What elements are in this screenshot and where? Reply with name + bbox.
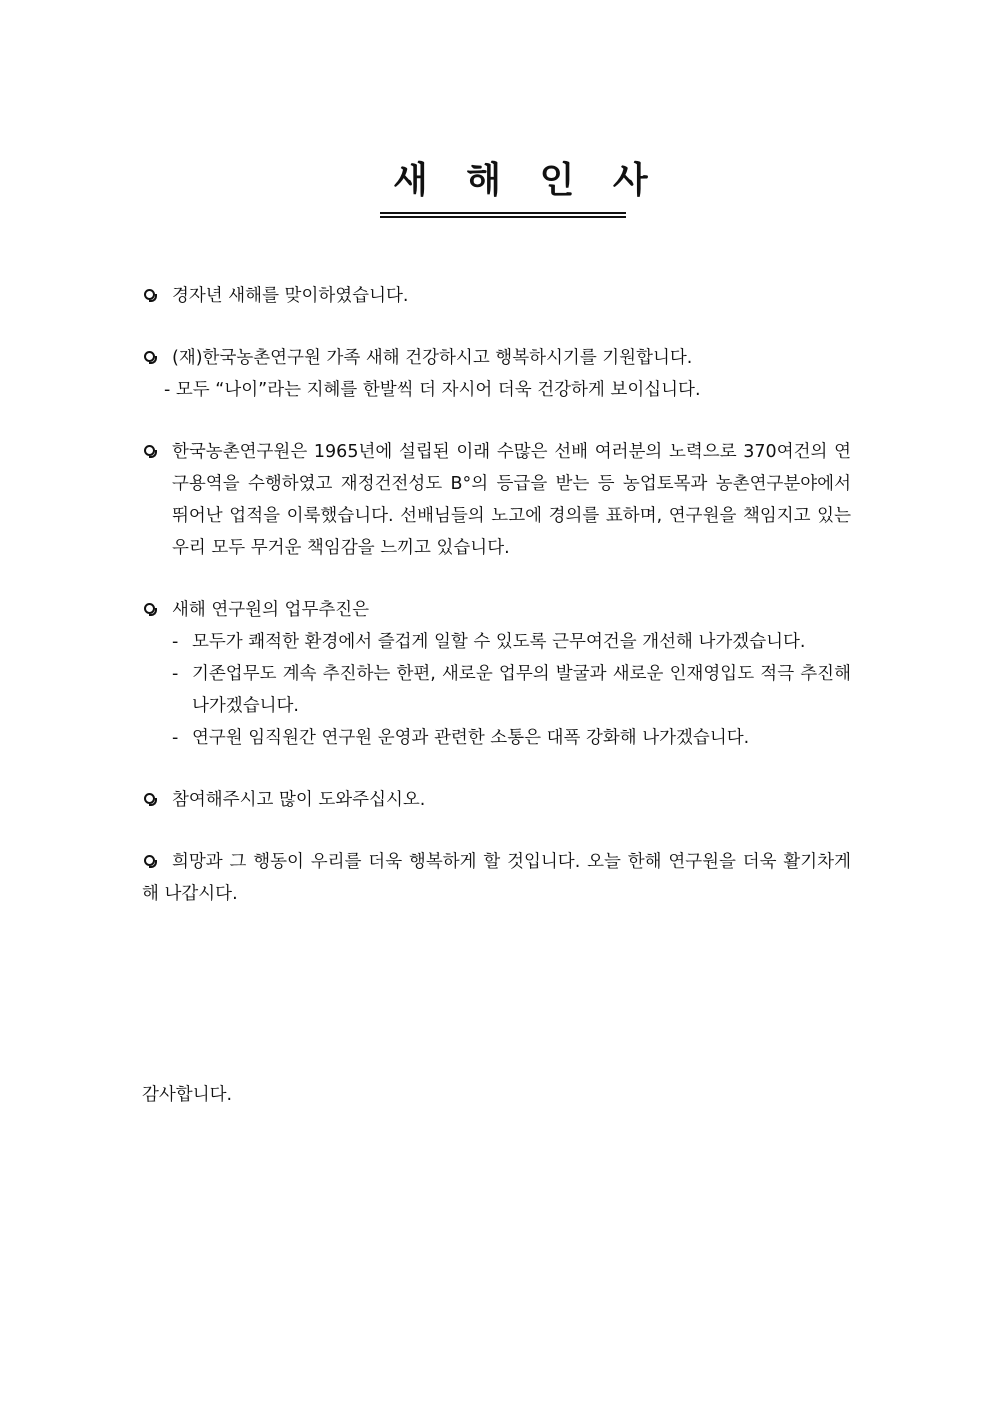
dash-marker: - bbox=[172, 728, 179, 748]
item-text: 한국농촌연구원은 1965년에 설립된 이래 수많은 선배 여러분의 노력으로 370여건의 연구용역을 수행하였고 재정건전성도 B°의 등급을 받는 등 농업토목과 농촌연구분야에서 뛰어난 업적을 이룩했습니다. 선배님들의 노고에 경의를 표하며, 연구원을 책임지고 있는 우리 모두 무거운 책임감을 느끼고 있습니다. bbox=[172, 442, 851, 558]
sub-item bbox=[142, 658, 851, 722]
body-content bbox=[142, 280, 851, 940]
circle-bullet-icon bbox=[144, 855, 155, 866]
sub-item bbox=[142, 374, 851, 406]
list-item bbox=[142, 436, 851, 564]
sub-item-text: 기존업무도 계속 추진하는 한편, 새로운 업무의 발굴과 새로운 인재영입도 적극 추진해 나가겠습니다. bbox=[192, 664, 851, 716]
bullet-line bbox=[142, 280, 851, 312]
circle-bullet-icon bbox=[144, 603, 155, 614]
title-block bbox=[380, 155, 661, 207]
dash-marker: - bbox=[172, 632, 179, 652]
list-item bbox=[142, 280, 851, 312]
page-title: 새 해 인 사 bbox=[393, 160, 661, 201]
list-item bbox=[142, 594, 851, 754]
list-item bbox=[142, 784, 851, 816]
bullet-line bbox=[142, 342, 851, 374]
item-text: (재)한국농촌연구원 가족 새해 건강하시고 행복하시기를 기원합니다. bbox=[172, 348, 693, 368]
bullet-line bbox=[142, 594, 851, 626]
sub-item bbox=[142, 722, 851, 754]
item-text: 참여해주시고 많이 도와주십시오. bbox=[172, 790, 426, 810]
sub-item-text: 연구원 임직원간 연구원 운영과 관련한 소통은 대폭 강화해 나가겠습니다. bbox=[192, 728, 750, 748]
circle-bullet-icon bbox=[144, 351, 155, 362]
list-item bbox=[142, 342, 851, 406]
title-double-underline bbox=[380, 212, 626, 218]
dash-marker: - bbox=[172, 664, 179, 684]
list-item bbox=[142, 846, 851, 910]
item-text: 희망과 그 행동이 우리를 더욱 행복하게 할 것입니다. 오늘 한해 연구원을 더욱 활기차게 해 나갑시다. bbox=[142, 852, 851, 904]
circle-bullet-icon bbox=[144, 289, 155, 300]
item-text: 경자년 새해를 맞이하였습니다. bbox=[172, 286, 409, 306]
item-text: 새해 연구원의 업무추진은 bbox=[172, 600, 370, 620]
circle-bullet-icon bbox=[144, 445, 155, 456]
sub-item bbox=[142, 626, 851, 658]
sub-item-text: 모두가 쾌적한 환경에서 즐겁게 일할 수 있도록 근무여건을 개선해 나가겠습니다. bbox=[192, 632, 806, 652]
bullet-line bbox=[142, 784, 851, 816]
sub-item-text: - 모두 “나이”라는 지혜를 한발씩 더 자시어 더욱 건강하게 보이십니다. bbox=[164, 380, 701, 400]
closing-text: 감사합니다. bbox=[142, 1085, 233, 1105]
bullet-line bbox=[142, 436, 851, 564]
bullet-line bbox=[142, 846, 851, 910]
circle-bullet-icon bbox=[144, 793, 155, 804]
